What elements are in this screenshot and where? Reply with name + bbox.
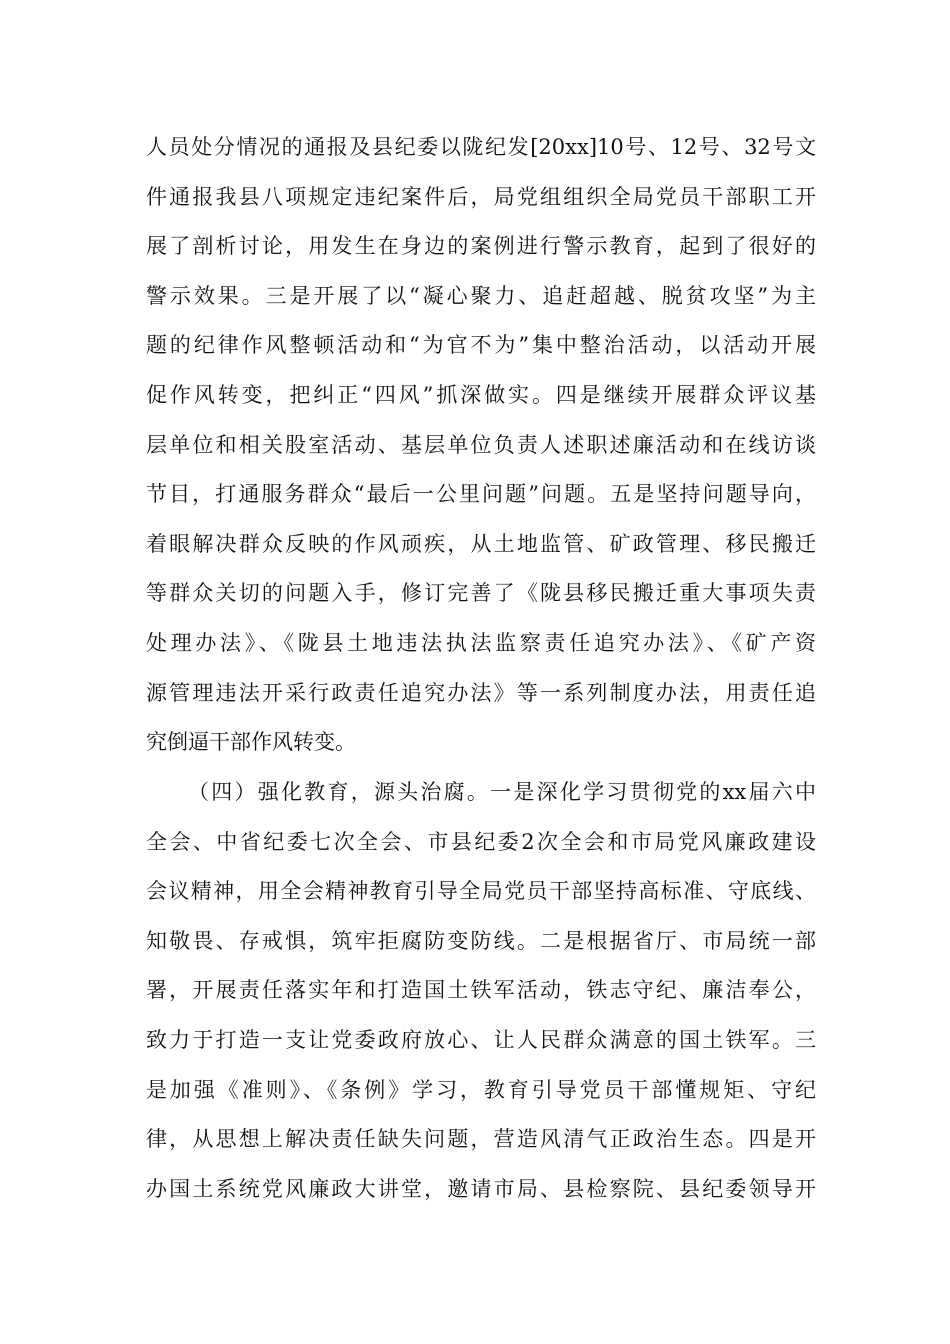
text-line: 办国土系统党风廉政大讲堂，邀请市局、县检察院、县纪委领导开: [146, 1176, 816, 1201]
text-line: 是加强《准则》、《条例》学习，教育引导党员干部懂规矩、守纪: [146, 1077, 816, 1102]
text-line: 知敬畏、存戒惧，筑牢拒腐防变防线。二是根据省厅、市局统一部: [146, 928, 816, 953]
text-line: 促作风转变，把纠正“四风”抓深做实。四是继续开展群众评议基: [146, 382, 816, 407]
text-line: 究倒逼干部作风转变。: [146, 730, 356, 755]
text-line: 展了剖析讨论，用发生在身边的案例进行警示教育，起到了很好的: [146, 234, 816, 259]
paragraph-education: [146, 768, 816, 1214]
text-line: （四）强化教育，源头治腐。一是深化学习贯彻党的xx届六中: [188, 780, 816, 804]
text-line: 题的纪律作风整顿活动和“为官不为”集中整治活动，以活动开展: [146, 333, 816, 358]
text-line: 律，从思想上解决责任缺失问题，营造风清气正政治生态。四是开: [146, 1127, 816, 1152]
text-line: 人员处分情况的通报及县纪委以陇纪发[20xx]10号、12号、32号文: [146, 135, 816, 159]
text-line: 会议精神，用全会精神教育引导全局党员干部坚持高标准、守底线、: [146, 879, 816, 904]
text-line: 警示效果。三是开展了以“凝心聚力、追赶超越、脱贫攻坚”为主: [146, 283, 816, 308]
text-line: 源管理违法开采行政责任追究办法》等一系列制度办法，用责任追: [146, 680, 816, 705]
text-line: 等群众关切的问题入手，修订完善了《陇县移民搬迁重大事项失责: [146, 581, 816, 606]
text-line: 全会、中省纪委七次全会、市县纪委2次全会和市局党风廉政建设: [146, 829, 816, 854]
text-line: 层单位和相关股室活动、基层单位负责人述职述廉活动和在线访谈: [146, 432, 816, 457]
text-line: 节目，打通服务群众“最后一公里问题”问题。五是坚持问题导向，: [146, 482, 816, 507]
text-line: 件通报我县八项规定违纪案件后，局党组组织全局党员干部职工开: [146, 184, 816, 209]
text-line: 处理办法》、《陇县土地违法执法监察责任追究办法》、《矿产资: [146, 630, 816, 655]
text-line: 致力于打造一支让党委政府放心、让人民群众满意的国土铁军。三: [146, 1027, 816, 1052]
paragraph-continued: [146, 123, 816, 768]
text-line: 着眼解决群众反映的作风顽疾，从土地监管、矿政管理、移民搬迁: [146, 531, 816, 556]
text-line: 署，开展责任落实年和打造国土铁军活动，铁志守纪、廉洁奉公，: [146, 978, 816, 1003]
